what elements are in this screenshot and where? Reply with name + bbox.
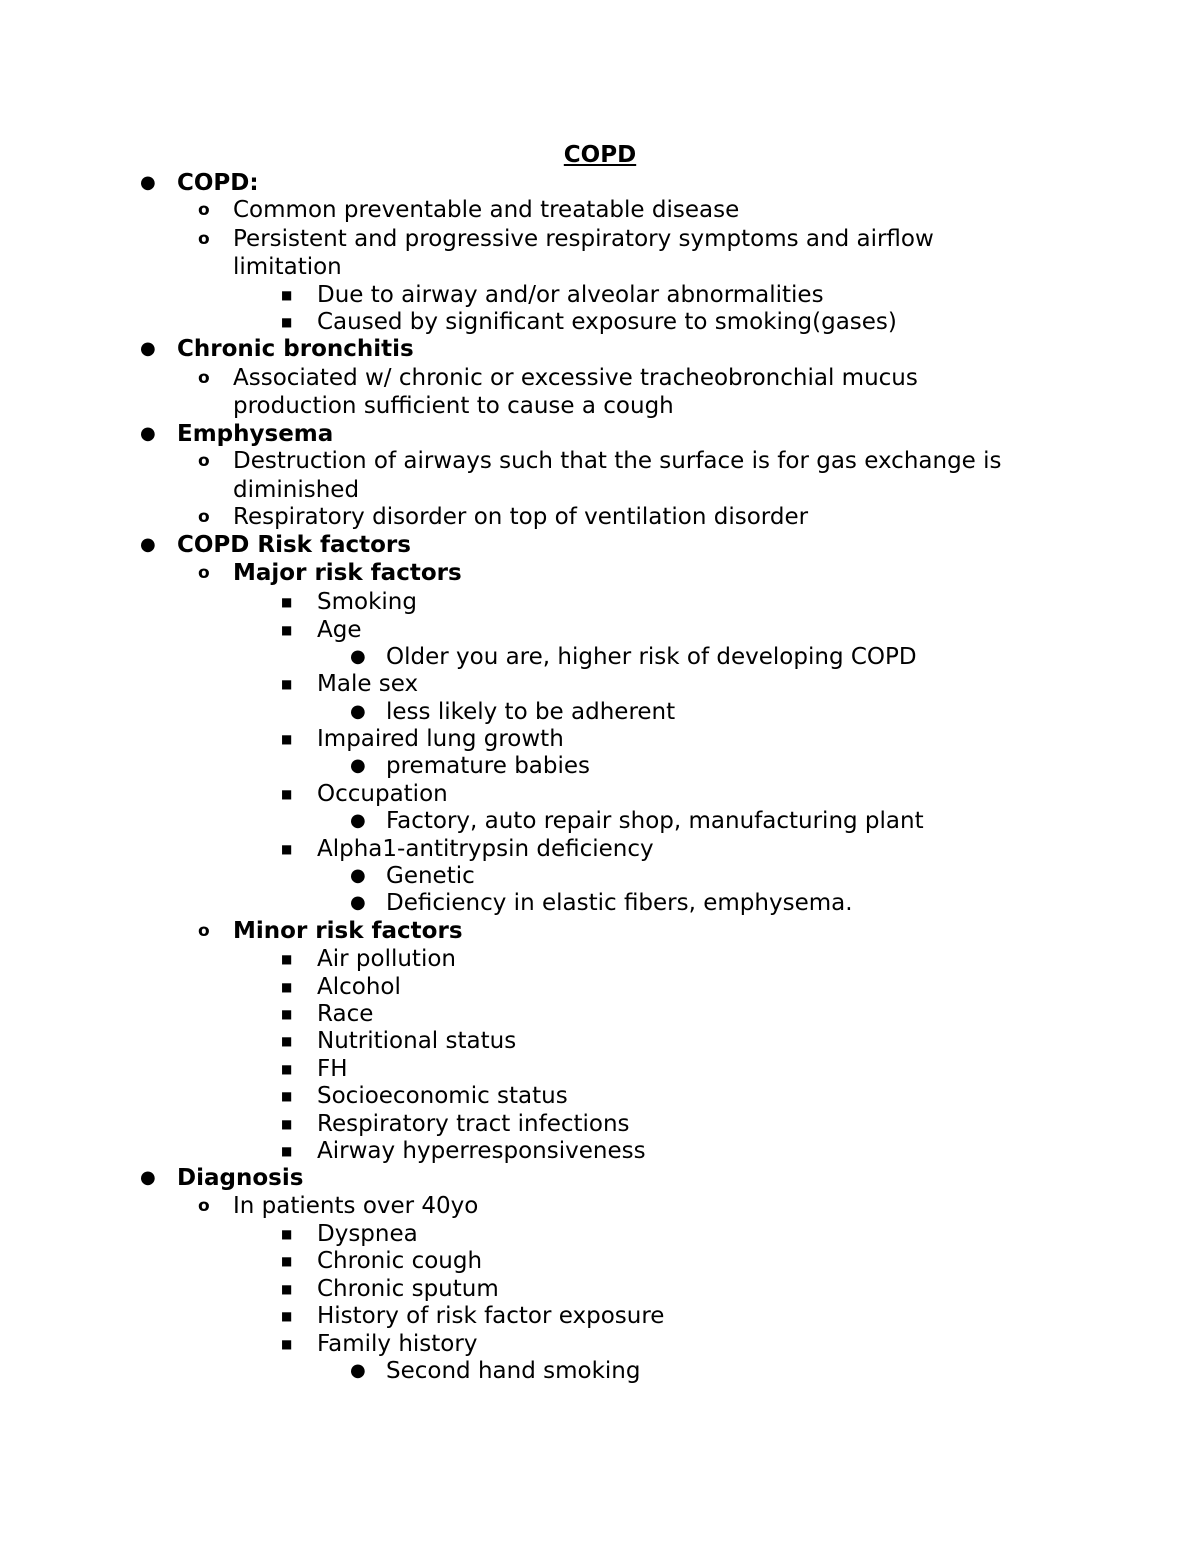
bullet-disc-icon: ● bbox=[350, 810, 366, 831]
bullet-circle-icon: o bbox=[198, 507, 210, 527]
bullet-square-icon: ■ bbox=[281, 1034, 293, 1048]
bullet-square-icon: ■ bbox=[281, 842, 293, 856]
bullet-square-icon: ■ bbox=[281, 1117, 293, 1131]
bullet-square-icon: ■ bbox=[281, 1007, 293, 1021]
bullet-square-icon: ■ bbox=[281, 677, 293, 691]
bullet-square-icon: ■ bbox=[281, 595, 293, 609]
bullet-square-icon: ■ bbox=[281, 288, 293, 302]
bullet-disc-icon: ● bbox=[140, 423, 156, 444]
bullet-circle-icon: o bbox=[198, 229, 210, 249]
bullet-disc-icon: ● bbox=[140, 1167, 156, 1188]
bullet-disc-icon: ● bbox=[350, 701, 366, 722]
bullet-square-icon: ■ bbox=[281, 315, 293, 329]
bullet-disc-icon: ● bbox=[350, 865, 366, 886]
bullet-square-icon: ■ bbox=[281, 623, 293, 637]
document-page: COPD ● COPD: o Common preventable and treatable disease o Persistent and progressive respiratory symptoms and airflow limitation ■ Due to airway and/or alveolar abnormalities ■ Caused by significant exposure to smoking(gases) ● Chronic bronchitis o Associated w/ chronic or excessive tracheobronchial mucus production sufficient to cause a cough ● Emphysema o Destruction of airways such that the surface is for gas exchange is diminished o Respiratory disorder on top of ventilation disorder ● COPD Risk factors o Major risk factors ■ Smoking ■ Age ● Older you are, higher risk of developing COPD ■ Male sex ● less likely to be adherent ■ Impaired lung growth ● premature babies ■ Occupation ● Factory, auto repair shop, manufacturing plant ■ Alpha1-antitrypsin deficiency ● Genetic ● Deficiency in elastic fibers, emphysema. o Minor risk factors ■ Air pollution ■ Alcohol ■ Race ■ Nutritional status ■ FH ■ Socioeconomic status ■ Respiratory tract infections ■ Airway hyperresponsiveness ● Diagnosis o In patients over 40yo ■ Dyspnea ■ Chronic cough ■ Chronic sputum ■ History of risk factor exposure ■ Family history ● Second hand smoking bbox=[0, 0, 1200, 1553]
bullet-disc-icon: ● bbox=[350, 892, 366, 913]
bullet-square-icon: ■ bbox=[281, 980, 293, 994]
bullet-square-icon: ■ bbox=[281, 1062, 293, 1076]
bullet-disc-icon: ● bbox=[140, 172, 156, 193]
bullet-square-icon: ■ bbox=[281, 952, 293, 966]
bullet-circle-icon: o bbox=[198, 921, 210, 941]
bullet-circle-icon: o bbox=[198, 1196, 210, 1216]
bullet-disc-icon: ● bbox=[350, 1360, 366, 1381]
page-title: COPD bbox=[563, 142, 637, 168]
bullet-square-icon: ■ bbox=[281, 787, 293, 801]
bullet-square-icon: ■ bbox=[281, 732, 293, 746]
bullet-circle-icon: o bbox=[198, 200, 210, 220]
bullet-square-icon: ■ bbox=[281, 1227, 293, 1241]
bullet-square-icon: ■ bbox=[281, 1254, 293, 1268]
bullet-disc-icon: ● bbox=[140, 338, 156, 359]
bullet-square-icon: ■ bbox=[281, 1337, 293, 1351]
bullet-square-icon: ■ bbox=[281, 1089, 293, 1103]
bullet-circle-icon: o bbox=[198, 563, 210, 583]
bullet-square-icon: ■ bbox=[281, 1309, 293, 1323]
bullet-square-icon: ■ bbox=[281, 1144, 293, 1158]
bullet-disc-icon: ● bbox=[350, 646, 366, 667]
bullet-circle-icon: o bbox=[198, 451, 210, 471]
bullet-disc-icon: ● bbox=[140, 534, 156, 555]
bullet-disc-icon: ● bbox=[350, 755, 366, 776]
bullet-circle-icon: o bbox=[198, 368, 210, 388]
bullet-square-icon: ■ bbox=[281, 1282, 293, 1296]
